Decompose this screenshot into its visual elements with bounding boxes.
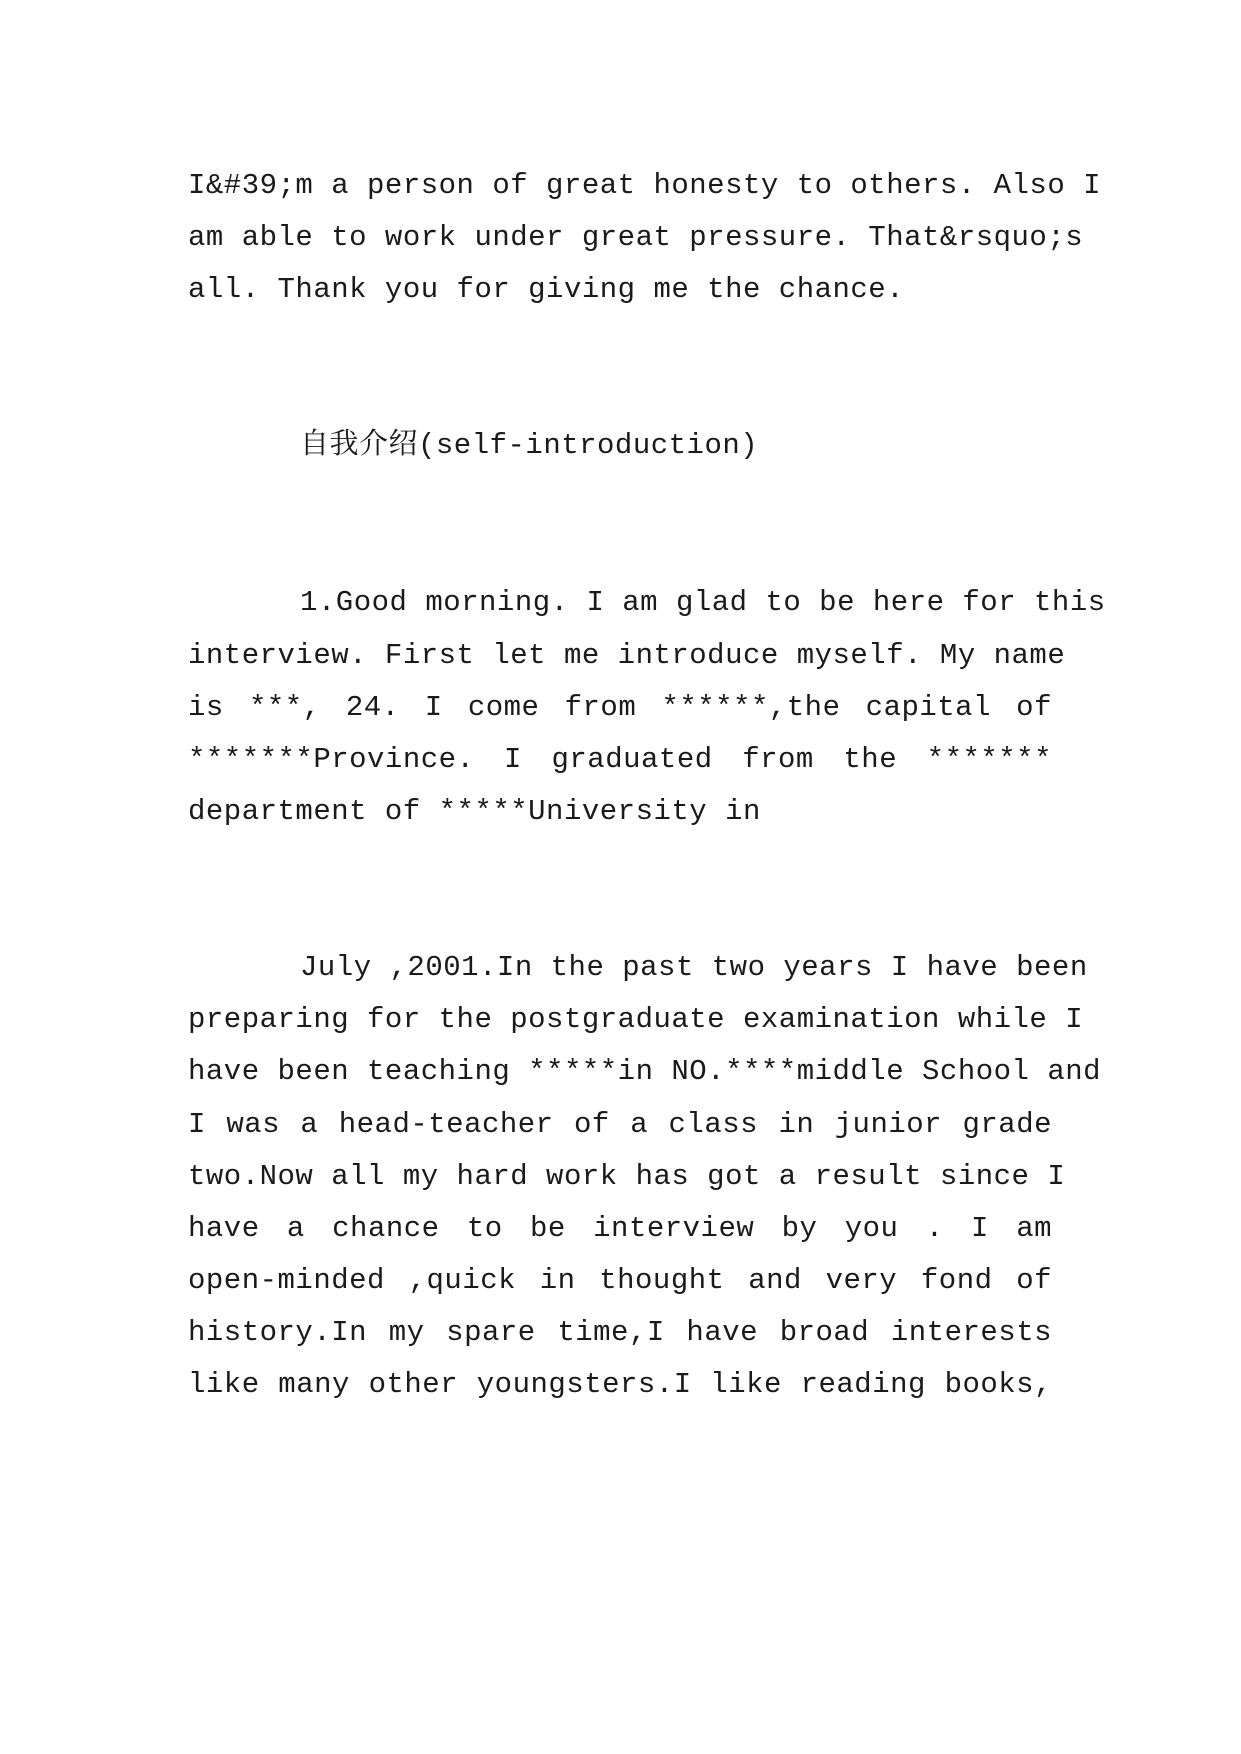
paragraph-line: have a chance to be interview by you . I am [188, 1212, 1052, 1245]
paragraph-line: I&#39;m a person of great honesty to others. Also I [188, 169, 1102, 202]
paragraph-line: two.Now all my hard work has got a result since I [188, 1160, 1066, 1193]
paragraph-line: department of *****University in [188, 795, 761, 828]
paragraph-line: have been teaching *****in NO.****middle School and [188, 1055, 1102, 1088]
paragraph-line: open-minded ,quick in thought and very fond of [188, 1264, 1052, 1297]
paragraph-line: I was a head-teacher of a class in junior grade [188, 1108, 1052, 1141]
paragraph-line: am able to work under great pressure. That&rsquo;s [188, 221, 1084, 254]
paragraph-line: all. Thank you for giving me the chance. [188, 273, 905, 306]
paragraph-line: is ***, 24. I come from ******,the capital of [188, 691, 1052, 724]
section-heading: 自我介绍(self-introduction) [300, 429, 759, 462]
paragraph-line: 1.Good morning. I am glad to be here for this [300, 586, 1106, 619]
paragraph-line: preparing for the postgraduate examination while I [188, 1003, 1084, 1036]
paragraph-line: *******Province. I graduated from the ******* [188, 743, 1052, 776]
paragraph-line: July ,2001.In the past two years I have been [300, 951, 1088, 984]
paragraph-line: history.In my spare time,I have broad interests [188, 1316, 1052, 1349]
paragraph-line: interview. First let me introduce myself. My name [188, 639, 1066, 672]
paragraph-line: like many other youngsters.I like reading books, [188, 1368, 1052, 1401]
